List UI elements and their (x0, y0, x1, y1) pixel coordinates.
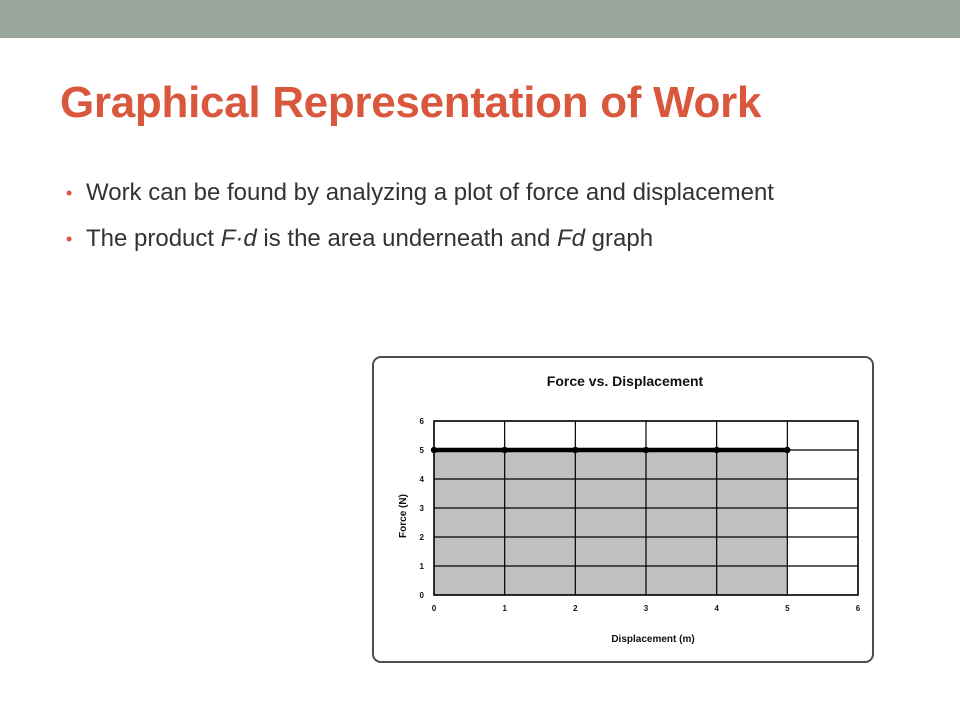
y-tick-label: 5 (419, 446, 424, 455)
bullet-italic-text: F·d (220, 225, 257, 252)
y-tick-label: 4 (419, 475, 424, 484)
x-tick-label: 2 (573, 604, 578, 613)
work-area-fill (434, 450, 787, 595)
data-point (572, 447, 578, 453)
bullet-item (62, 222, 902, 256)
y-tick-label: 6 (419, 417, 424, 426)
y-axis-label: Force (N) (398, 494, 409, 538)
y-tick-label: 3 (419, 504, 424, 513)
x-axis-label: Displacement (m) (611, 634, 695, 645)
top-accent-bar (0, 0, 960, 38)
x-tick-label: 5 (785, 604, 790, 613)
y-tick-label: 1 (419, 562, 424, 571)
data-point (431, 447, 437, 453)
bullet-italic-text: Fd (556, 225, 585, 252)
bullet-item (62, 176, 902, 210)
bullet-text: is the area underneath and (256, 225, 557, 252)
slide-title: Graphical Representation of Work (60, 78, 762, 127)
chart-title: Force vs. Displacement (546, 373, 704, 389)
data-point (713, 447, 719, 453)
bullet-marker: • (66, 183, 73, 203)
bullet-marker: • (66, 229, 73, 249)
x-tick-label: 1 (502, 604, 507, 613)
bullet-text: The product (86, 225, 221, 252)
data-point (784, 447, 790, 453)
y-tick-label: 2 (419, 533, 424, 542)
data-point (501, 447, 507, 453)
x-tick-label: 3 (643, 604, 649, 613)
bullet-text: graph (585, 225, 654, 252)
bullet-text: Work can be found by analyzing a plot of force and displacement (86, 179, 774, 206)
x-tick-label: 4 (714, 604, 719, 613)
force-displacement-chart (374, 358, 872, 661)
x-tick-label: 0 (431, 604, 437, 613)
y-tick-label: 0 (419, 591, 424, 600)
x-tick-label: 6 (855, 604, 861, 613)
data-point (643, 447, 649, 453)
bullet-list (62, 176, 902, 268)
chart-frame (372, 356, 874, 663)
